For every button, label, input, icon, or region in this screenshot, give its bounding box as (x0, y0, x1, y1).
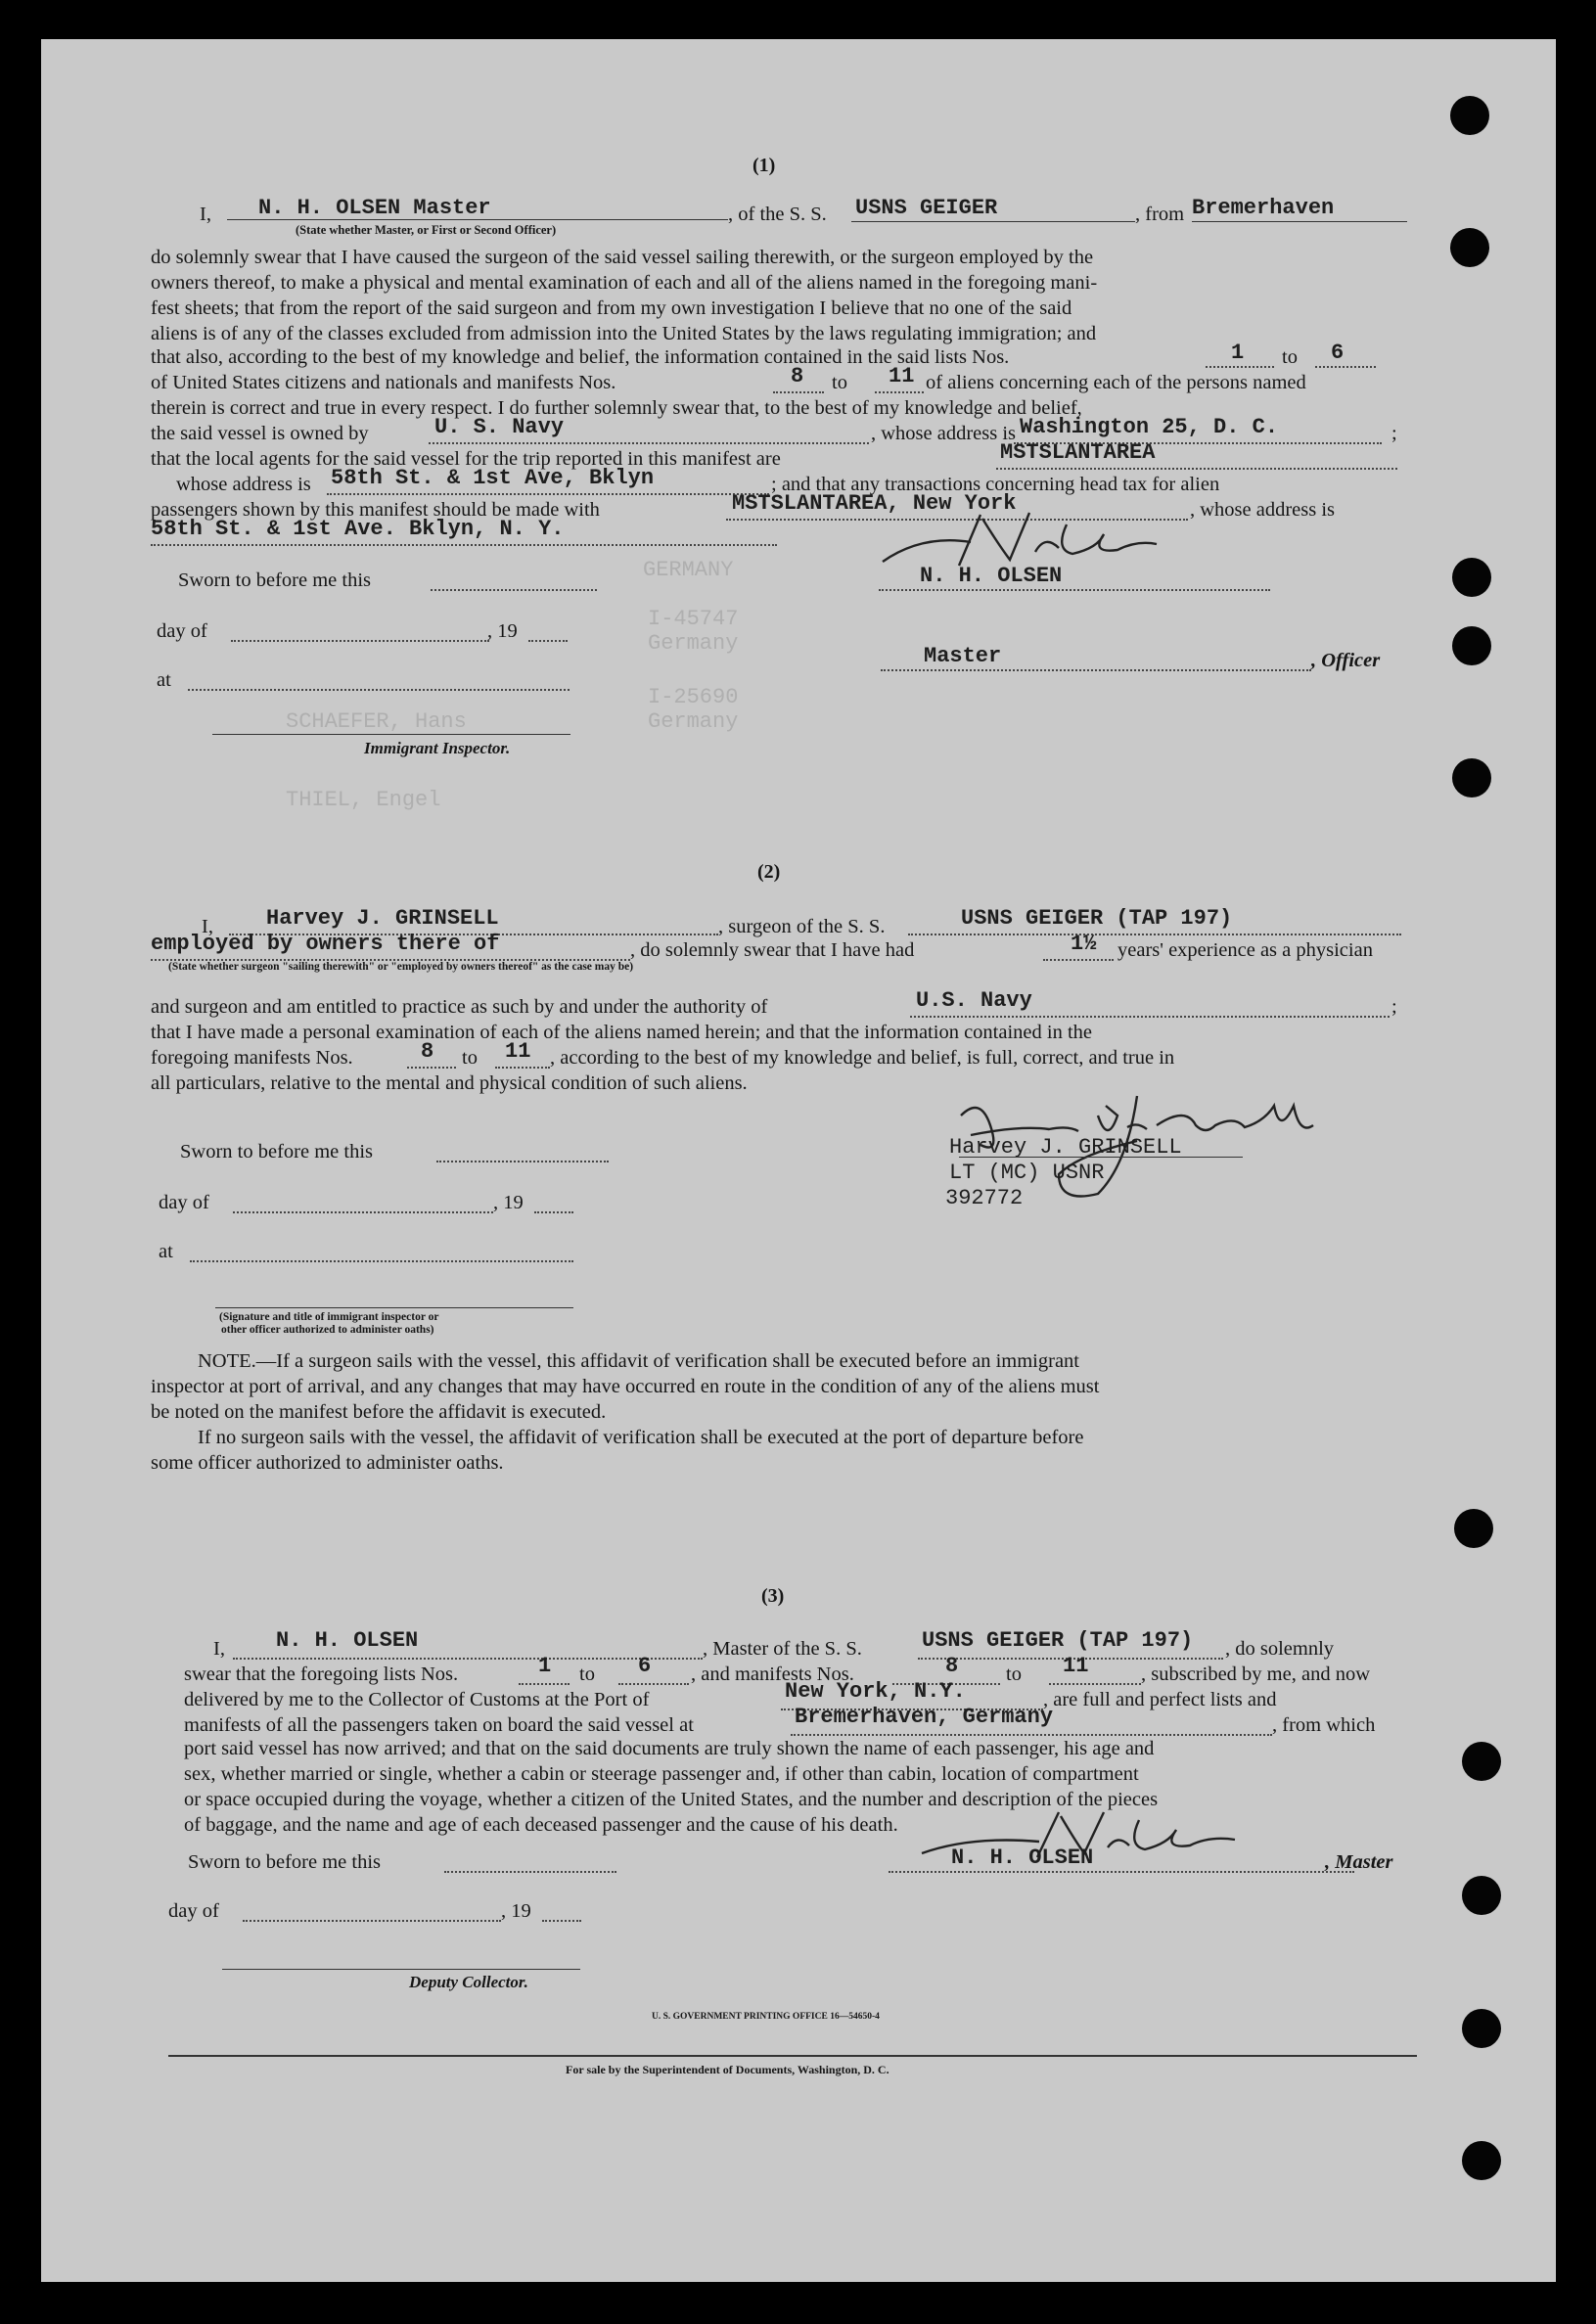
employment-caption: (State whether surgeon "sailing therewith" or "employed by owners thereof" as the case may be) (168, 961, 634, 973)
footer-rule (168, 2055, 1417, 2057)
surgeon-of-label: , surgeon of the S. S. (718, 916, 886, 937)
field-line (528, 640, 568, 642)
bleed-through-text: GERMANY (643, 558, 734, 582)
lists-text: that also, according to the best of my knowledge and belief, the information contained in the said lists Nos. (151, 346, 1010, 368)
punch-hole (1450, 96, 1489, 135)
exam-line: that I have made a personal examination of each of the aliens named herein; and that the information contained in the (151, 1022, 1092, 1043)
manifests-to: 11 (1063, 1654, 1089, 1678)
at-label: at (159, 1241, 173, 1262)
punch-hole (1462, 1742, 1501, 1781)
signature-line (212, 734, 570, 735)
passengers-label: passengers shown by this manifest should be made with (151, 499, 600, 521)
signer-name: N. H. OLSEN (951, 1846, 1094, 1870)
manifest-page (41, 39, 1556, 2282)
owner-address-label: , whose address is (871, 423, 1017, 444)
lists-label: swear that the foregoing lists Nos. (184, 1663, 459, 1685)
field-line (243, 1920, 501, 1922)
note-line: be noted on the manifest before the affidavit is executed. (151, 1401, 607, 1423)
head-tax-address: 58th St. & 1st Ave. Bklyn, N. Y. (151, 517, 565, 541)
boarding-port: Bremerhaven, Germany (795, 1705, 1054, 1729)
field-line (908, 934, 1401, 935)
oath-line: fest sheets; that from the report of the said surgeon and from my own investigation I believe that no one of the said (151, 297, 1072, 319)
declaration-line: or space occupied during the voyage, whether a citizen of the United States, and the number and description of the pieces (184, 1789, 1159, 1810)
solemnly-label: , do solemnly (1225, 1638, 1335, 1660)
punch-hole (1450, 228, 1489, 267)
subscribed-label: , subscribed by me, and now (1141, 1663, 1370, 1685)
master-label: , Master (1325, 1851, 1393, 1873)
agents-address-label: whose address is (176, 474, 311, 495)
field-line (542, 1920, 581, 1922)
printing-office-note: U. S. GOVERNMENT PRINTING OFFICE 16—54650-4 (652, 2012, 880, 2022)
punch-hole (1462, 2009, 1501, 2048)
lists-to: 6 (1331, 341, 1345, 365)
field-line (773, 391, 824, 393)
manifests-from: 8 (945, 1654, 959, 1678)
departure-port: Bremerhaven (1192, 196, 1335, 220)
note-line (151, 1348, 1423, 1374)
tax-address-label: , whose address is (1190, 499, 1336, 521)
field-line (407, 1067, 456, 1069)
field-line (1043, 959, 1114, 961)
field-line (431, 589, 597, 591)
vessel-name: USNS GEIGER (TAP 197) (922, 1628, 1194, 1653)
punch-hole (1452, 758, 1491, 797)
bleed-through-text: SCHAEFER, Hans (286, 709, 467, 734)
signature-line (959, 1157, 1243, 1158)
field-line (519, 1683, 570, 1685)
delivered-label: delivered by me to the Collector of Customs at the Port of (184, 1689, 650, 1710)
no-surgeon-line: some officer authorized to administer oaths. (151, 1452, 504, 1474)
field-line (881, 669, 1311, 671)
field-line (151, 544, 777, 546)
collector-caption: Deputy Collector. (409, 1973, 528, 1991)
field-line (910, 1016, 1390, 1018)
owned-by-label: the said vessel is owned by (151, 423, 369, 444)
i-label: I, (200, 204, 211, 225)
year-label: , 19 (501, 1900, 531, 1922)
field-line (1192, 221, 1407, 222)
field-line (429, 442, 869, 444)
oath-line: therein is correct and true in every respect. I do further solemnly swear that, to the best of my knowledge and belief, (151, 397, 1082, 419)
head-tax-text: ; and that any transactions concerning head tax for alien (771, 474, 1220, 495)
manifests-label: , and manifests Nos. (691, 1663, 854, 1685)
year-label: , 19 (487, 620, 518, 642)
note-line: inspector at port of arrival, and any changes that may have occurred en route in the condition of any of the aliens must (151, 1376, 1100, 1397)
lists-to: 6 (638, 1654, 652, 1678)
manifests-to-label: to (1006, 1663, 1022, 1685)
swear-text: , do solemnly swear that I have had (630, 939, 915, 961)
surgeon-service-number: 392772 (945, 1186, 1024, 1210)
field-line (618, 1683, 689, 1685)
for-sale-note: For sale by the Superintendent of Documents, Washington, D. C. (566, 2063, 889, 2076)
note-label: NOTE. (198, 1350, 256, 1372)
manifests-to: 11 (889, 364, 915, 388)
day-label: day of (157, 620, 207, 642)
signer-name: N. H. OLSEN (920, 564, 1063, 588)
officer-label: , Officer (1311, 650, 1381, 671)
manifests-line: manifests of all the passengers taken on board the said vessel at (184, 1714, 694, 1736)
manifests-text: of United States citizens and nationals and manifests Nos. (151, 372, 616, 393)
semicolon: ; (1391, 996, 1397, 1018)
surgeon-rank: LT (MC) USNR (949, 1161, 1105, 1185)
from-which-label: , from which (1272, 1714, 1376, 1736)
i-label: I, (213, 1638, 225, 1660)
bleed-through-text: I-25690 (648, 685, 739, 709)
manifests-from: 8 (421, 1039, 434, 1064)
bleed-through-text: Germany (648, 631, 739, 656)
field-line (875, 391, 924, 393)
vessel-name: USNS GEIGER (855, 196, 998, 220)
signer-title: Master (924, 644, 1002, 668)
declaration-line: sex, whether married or single, whether a cabin or steerage passenger and, if other than cabin, location of compartment (184, 1763, 1139, 1785)
field-line (233, 1658, 703, 1660)
bleed-through-text: THIEL, Engel (286, 788, 441, 812)
declaration-paragraph (184, 1736, 1456, 1838)
section-number: (2) (757, 861, 781, 883)
full-lists-label: , are full and perfect lists and (1043, 1689, 1277, 1710)
field-line (327, 493, 769, 495)
lists-from: 1 (538, 1654, 552, 1678)
punch-hole (1454, 1509, 1493, 1548)
day-label: day of (159, 1192, 209, 1213)
semicolon: ; (1391, 423, 1397, 444)
year-label: , 19 (493, 1192, 524, 1213)
field-line (495, 1067, 550, 1069)
years-experience: 1½ (1071, 932, 1097, 956)
oath-line: aliens is of any of the classes excluded from admission into the United States by the laws regulating immigration; and (151, 323, 1097, 344)
signature-caption: other officer authorized to administer oaths) (221, 1324, 434, 1336)
manifests-to-label: to (462, 1047, 478, 1069)
no-surgeon-line: If no surgeon sails with the vessel, the affidavit of verification shall be executed at the port of departure before (198, 1427, 1084, 1448)
arrival-port: New York, N.Y. (785, 1679, 966, 1704)
field-line (188, 689, 570, 691)
note-paragraph (151, 1348, 1423, 1476)
lists-to-label: to (1282, 346, 1298, 368)
head-tax-agent: MSTSLANTAREA, New York (732, 491, 1017, 516)
of-ss-label: , of the S. S. (728, 204, 827, 225)
oath-line: do solemnly swear that I have caused the surgeon of the said vessel sailing therewith, or the surgeon employed by the (151, 247, 1094, 268)
field-line (190, 1260, 573, 1262)
years-text: years' experience as a physician (1117, 939, 1373, 961)
field-line (444, 1871, 616, 1873)
section-number: (3) (761, 1585, 785, 1607)
punch-hole (1452, 558, 1491, 597)
sworn-label: Sworn to before me this (180, 1141, 373, 1162)
master-of-label: , Master of the S. S. (703, 1638, 862, 1660)
local-agents: MSTSLANTAREA (1000, 440, 1156, 465)
particulars-line: all particulars, relative to the mental and physical condition of such aliens. (151, 1072, 748, 1094)
vessel-name: USNS GEIGER (TAP 197) (961, 906, 1233, 931)
at-label: at (157, 669, 171, 691)
employment-status: employed by owners there of (151, 932, 500, 956)
punch-hole (1462, 2141, 1501, 2180)
field-line (879, 589, 1270, 591)
i-label: I, (202, 916, 213, 937)
manifests-label: foregoing manifests Nos. (151, 1047, 353, 1069)
inspector-caption: Immigrant Inspector. (364, 739, 511, 757)
master-name: N. H. OLSEN (276, 1628, 419, 1653)
owner-address: Washington 25, D. C. (1020, 415, 1279, 439)
authority-text: and surgeon and am entitled to practice as such by and under the authority of (151, 996, 768, 1018)
manifests-text: , according to the best of my knowledge and belief, is full, correct, and true in (550, 1047, 1175, 1069)
field-line (231, 640, 489, 642)
agents-address: 58th St. & 1st Ave, Bklyn (331, 466, 655, 490)
master-name: N. H. OLSEN Master (258, 196, 491, 220)
signature-line (222, 1969, 580, 1970)
lists-from: 1 (1231, 341, 1245, 365)
bleed-through-text: I-45747 (648, 607, 739, 631)
lists-to-label: to (579, 1663, 595, 1685)
field-line (851, 221, 1135, 222)
punch-hole (1462, 1876, 1501, 1915)
field-line (534, 1211, 573, 1213)
field-line (996, 468, 1397, 470)
surgeon-name: Harvey J. GRINSELL (266, 906, 499, 931)
master-name-caption: (State whether Master, or First or Second Officer) (296, 223, 557, 237)
signature-line (215, 1307, 573, 1308)
oath-paragraph (151, 245, 1442, 346)
field-line (227, 219, 728, 220)
manifests-to: 11 (505, 1039, 531, 1064)
field-line (889, 1871, 1354, 1873)
oath-line: owners thereof, to make a physical and mental examination of each and all of the aliens named in the foregoing mani- (151, 272, 1098, 294)
manifests-to-label: to (832, 372, 847, 393)
practice-authority: U.S. Navy (916, 988, 1032, 1013)
punch-hole (1452, 626, 1491, 665)
manifests-text: of aliens concerning each of the persons named (926, 372, 1306, 393)
bleed-through-text: Germany (648, 709, 739, 734)
sworn-label: Sworn to before me this (178, 570, 371, 591)
field-line (1315, 366, 1376, 368)
manifests-from: 8 (791, 364, 804, 388)
field-line (1049, 1683, 1141, 1685)
sworn-label: Sworn to before me this (188, 1851, 381, 1873)
vessel-owner: U. S. Navy (434, 415, 565, 439)
surgeon-signer-name: Harvey J. GRINSELL (949, 1135, 1182, 1160)
field-line (436, 1161, 609, 1162)
field-line (1206, 366, 1274, 368)
field-line (233, 1211, 493, 1213)
from-label: , from (1135, 204, 1185, 225)
declaration-line: of baggage, and the name and age of each deceased passenger and the cause of his death. (184, 1814, 898, 1836)
note-text: —If a surgeon sails with the vessel, this affidavit of verification shall be executed before an immigrant (255, 1350, 1079, 1372)
day-label: day of (168, 1900, 219, 1922)
declaration-line: port said vessel has now arrived; and that on the said documents are truly shown the name of each passenger, his age and (184, 1738, 1155, 1759)
section-number: (1) (752, 155, 776, 176)
agents-label: that the local agents for the said vessel for the trip reported in this manifest are (151, 448, 781, 470)
signature-caption: (Signature and title of immigrant inspector or (219, 1311, 439, 1323)
